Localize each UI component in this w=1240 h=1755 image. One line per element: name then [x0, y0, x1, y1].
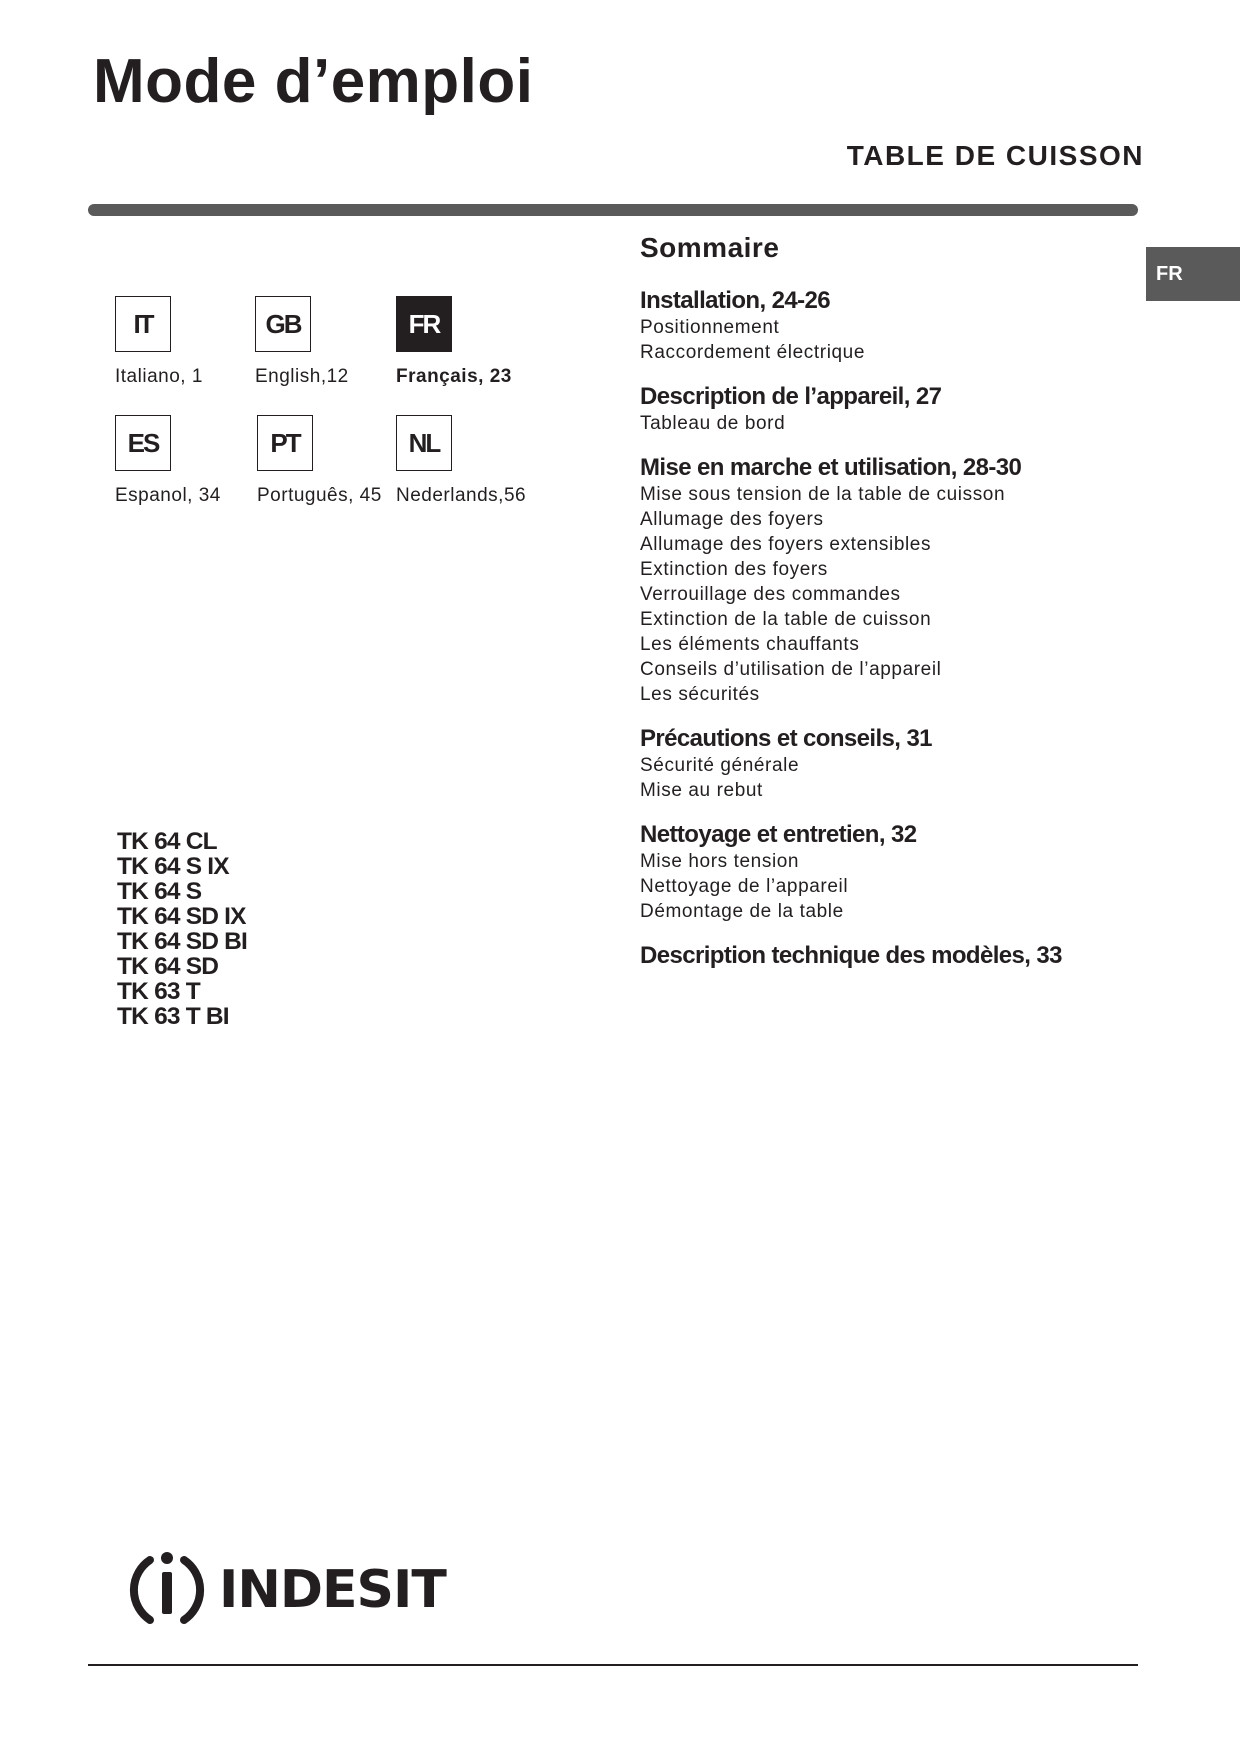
- table-of-contents: [640, 232, 1140, 988]
- toc-section-precautions: [640, 725, 1140, 803]
- toc-section-technical: [640, 942, 1140, 970]
- model-item: TK 64 S IX: [117, 853, 229, 880]
- toc-section-usage: [640, 454, 1140, 707]
- model-item: TK 64 CL: [117, 828, 217, 855]
- toc-item[interactable]: Extinction de la table de cuisson: [640, 609, 932, 630]
- language-it[interactable]: [115, 296, 203, 388]
- toc-heading[interactable]: Nettoyage et entretien, 32: [640, 821, 917, 848]
- language-code-box[interactable]: PT: [257, 415, 313, 471]
- language-code-box-selected[interactable]: FR: [396, 296, 452, 352]
- toc-item[interactable]: Tableau de bord: [640, 413, 786, 434]
- language-es[interactable]: [115, 415, 221, 507]
- language-fr[interactable]: [396, 296, 512, 388]
- page-title: Mode d’emploi: [93, 47, 534, 116]
- toc-section-description: [640, 383, 1140, 436]
- toc-item[interactable]: Mise au rebut: [640, 780, 763, 801]
- model-item: TK 64 SD: [117, 953, 219, 980]
- language-side-tab: FR: [1146, 247, 1240, 301]
- language-code-box[interactable]: GB: [255, 296, 311, 352]
- footer-divider: [88, 1664, 1138, 1666]
- language-code-box[interactable]: NL: [396, 415, 452, 471]
- toc-item[interactable]: Démontage de la table: [640, 901, 844, 922]
- toc-section-cleaning: [640, 821, 1140, 924]
- toc-heading[interactable]: Mise en marche et utilisation, 28-30: [640, 454, 1022, 481]
- language-label: English,12: [255, 366, 349, 387]
- toc-item[interactable]: Allumage des foyers: [640, 509, 824, 530]
- toc-item[interactable]: Raccordement électrique: [640, 342, 866, 363]
- indesit-i-icon: [125, 1548, 209, 1632]
- model-item: TK 63 T: [117, 978, 200, 1005]
- language-pt[interactable]: [257, 415, 382, 507]
- language-label: Italiano, 1: [115, 366, 203, 387]
- document-subtitle: TABLE DE CUISSON: [846, 140, 1144, 171]
- language-label: Nederlands,56: [396, 485, 527, 506]
- language-gb[interactable]: [255, 296, 349, 388]
- toc-heading[interactable]: Installation, 24-26: [640, 287, 830, 314]
- toc-item[interactable]: Nettoyage de l’appareil: [640, 876, 849, 897]
- language-label: Português, 45: [257, 485, 382, 506]
- toc-item[interactable]: Les sécurités: [640, 684, 760, 705]
- model-list: [117, 829, 247, 1029]
- toc-item[interactable]: Allumage des foyers extensibles: [640, 534, 932, 555]
- language-code-box[interactable]: ES: [115, 415, 171, 471]
- toc-item[interactable]: Les éléments chauffants: [640, 634, 860, 655]
- language-label: Espanol, 34: [115, 485, 221, 506]
- toc-item[interactable]: Sécurité générale: [640, 755, 800, 776]
- toc-item[interactable]: Conseils d’utilisation de l’appareil: [640, 659, 942, 680]
- brand-logo: [125, 1548, 446, 1632]
- language-nl[interactable]: [396, 415, 526, 507]
- language-label-selected: Français, 23: [396, 366, 512, 387]
- header-divider: [88, 204, 1138, 216]
- model-item: TK 64 S: [117, 878, 202, 905]
- toc-item[interactable]: Extinction des foyers: [640, 559, 828, 580]
- brand-name: INDESIT: [219, 1560, 446, 1620]
- model-item: TK 64 SD IX: [117, 903, 246, 930]
- toc-section-installation: [640, 287, 1140, 365]
- toc-item[interactable]: Mise hors tension: [640, 851, 800, 872]
- toc-item[interactable]: Mise sous tension de la table de cuisson: [640, 484, 1006, 505]
- language-code-box[interactable]: IT: [115, 296, 171, 352]
- model-item: TK 63 T BI: [117, 1003, 229, 1030]
- model-item: TK 64 SD BI: [117, 928, 248, 955]
- toc-heading[interactable]: Précautions et conseils, 31: [640, 725, 932, 752]
- toc-title: Sommaire: [640, 232, 780, 263]
- toc-heading[interactable]: Description technique des modèles, 33: [640, 942, 1062, 969]
- toc-item[interactable]: Positionnement: [640, 317, 780, 338]
- toc-item[interactable]: Verrouillage des commandes: [640, 584, 901, 605]
- toc-heading[interactable]: Description de l’appareil, 27: [640, 383, 942, 410]
